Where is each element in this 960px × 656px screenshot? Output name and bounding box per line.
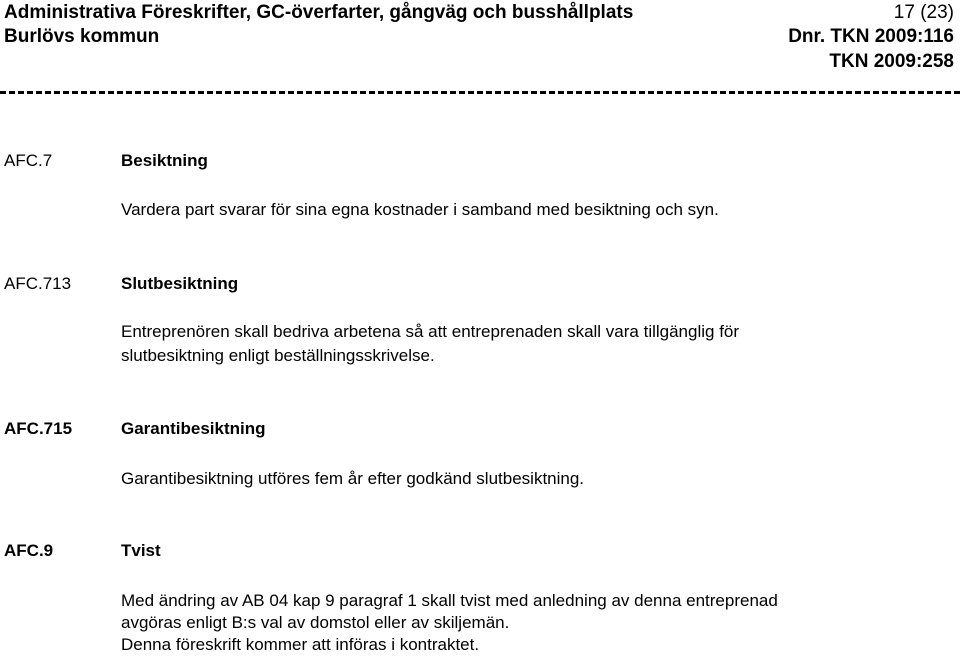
tkn-number: TKN 2009:258	[829, 51, 954, 72]
section-body-line: avgöras enligt B:s val av domstol eller av skiljemän.	[121, 613, 510, 632]
section-code: AFC.7	[4, 151, 53, 170]
section-body-line: Garantibesiktning utföres fem år efter godkänd slutbesiktning.	[121, 469, 585, 488]
section-code: AFC.715	[4, 419, 73, 438]
section-body-line: Vardera part svarar för sina egna kostnader i samband med besiktning och syn.	[121, 200, 719, 219]
section-heading: Tvist	[121, 541, 161, 560]
section-body-line: Denna föreskrift kommer att införas i kontraktet.	[121, 635, 480, 654]
section-heading: Garantibesiktning	[121, 419, 266, 438]
section-heading: Slutbesiktning	[121, 274, 239, 293]
section-body-line: slutbesiktning enligt beställningsskrivelse.	[121, 346, 435, 365]
page-number: 17 (23)	[893, 2, 954, 23]
header-divider	[0, 91, 960, 94]
diary-number: Dnr. TKN 2009:116	[788, 26, 954, 47]
section-code: AFC.713	[4, 274, 72, 293]
section-body-line: Entreprenören skall bedriva arbetena så att entreprenaden skall vara tillgänglig för	[121, 322, 740, 341]
section-heading: Besiktning	[121, 151, 208, 170]
document-title: Administrativa Föreskrifter, GC-överfarter, gångväg och busshållplats	[4, 2, 634, 23]
organization-name: Burlövs kommun	[4, 26, 160, 47]
section-code: AFC.9	[4, 541, 54, 560]
section-body-line: Med ändring av AB 04 kap 9 paragraf 1 skall tvist med anledning av denna entreprenad	[121, 591, 778, 610]
